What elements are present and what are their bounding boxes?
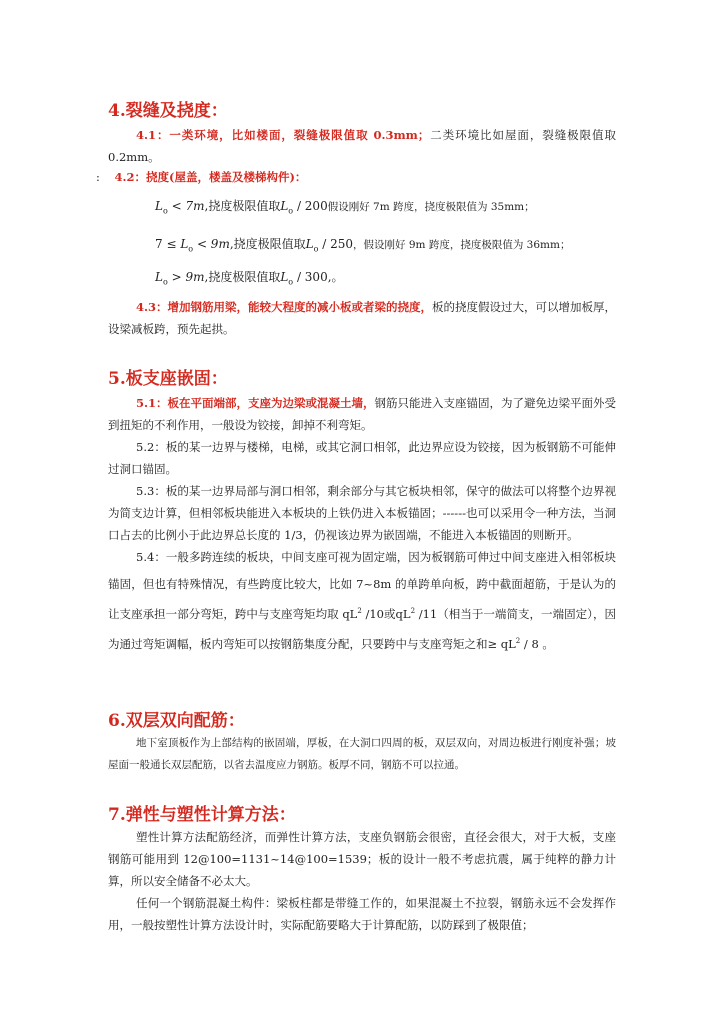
formula-2-value: / 250 — [318, 237, 354, 251]
formula-1-sub: o — [162, 206, 168, 216]
paragraph-4-1 — [108, 124, 616, 168]
paragraph-7-1: 塑性计算方法配筋经济，而弹性计算方法，支座负钢筋会很密，直径会很大，对于大板，支座钢筋可能用到 12@100=1131~14@100=1539；板的设计一般不考虑抗震，属于纯粹的静力计算，所以安全储备不必太大。 — [108, 830, 616, 888]
paragraph-5-1 — [108, 392, 616, 436]
paragraph-4-3-text: 板的挠度假设过大，可以增加板厚，设梁减板跨，预先起拱。 — [108, 300, 617, 336]
formula-1-cond: < 7m — [167, 199, 205, 213]
paragraph-5-4-part-c: /11（相当于一端简支，一端固定），因为通过弯矩调幅，板内弯矩可以按钢筋集度分配，只要跨中与支座弯矩之和≥ qL — [108, 606, 616, 651]
paragraph-4-1-text: 二类环境比如屋面，裂缝极限值取 0.2mm。 — [108, 128, 617, 164]
formula-3-var2: L — [280, 270, 289, 284]
formula-2-sub: o — [188, 244, 194, 254]
formula-1-sub2: o — [288, 206, 294, 216]
sup-2-a: 2 — [357, 607, 362, 615]
paragraph-5-4 — [108, 544, 616, 658]
formula-1-value: / 200 — [293, 199, 328, 213]
section-5-title: 5.板支座嵌固： — [108, 369, 228, 389]
paragraph-4-2-highlight: 4.2：挠度(屋盖，楼盖及楼梯构件)： — [114, 170, 307, 184]
formula-2-pre: 7 ≤ — [155, 237, 181, 251]
paragraph-7-2: 任何一个钢筋混凝土构件：梁板柱都是带缝工作的，如果混凝土不拉裂，钢筋永远不会发挥作用，一般按塑性计算方法设计时，实际配筋要略大于计算配筋，以防踩到了极限值； — [108, 896, 616, 932]
formula-2-var2: L — [305, 237, 314, 251]
section-7-title: 7.弹性与塑性计算方法： — [108, 805, 296, 825]
formula-3-var: L — [155, 270, 163, 284]
section-4-title: 4.裂缝及挠度： — [108, 101, 228, 121]
paragraph-5-4-part-d: / 8 。 — [520, 636, 554, 651]
paragraph-4-1-highlight: 4.1：一类环境，比如楼面，裂缝极限值取 0.3mm； — [136, 128, 430, 142]
paragraph-4-2-marker: : — [96, 170, 100, 184]
formula-3 — [155, 268, 344, 286]
formula-2-var: L — [180, 237, 189, 251]
formula-1-text: ,挠度极限值取 — [204, 199, 281, 213]
paragraph-5-4-part-a: 5.4：一般多跨连续的板块，中间支座可视为固定端，因为板钢筋可伸过中间支座进入相邻板块锚固，但也有特殊情况，有些跨度比较大，比如 7~8m 的单跨单向板，跨中截面超筋，于是认为的让支座承担一部分弯矩，跨中与支座弯矩均取 qL — [108, 550, 616, 621]
formula-2-text: ,挠度极限值取 — [229, 237, 306, 251]
formula-3-cond: > 9m — [167, 270, 205, 284]
formula-1-var2: L — [280, 199, 289, 213]
paragraph-4-2 — [96, 166, 604, 188]
formula-2 — [155, 234, 570, 256]
formula-3-end: ,。 — [327, 270, 344, 284]
paragraph-5-2: 5.2：板的某一边界与楼梯，电梯，或其它洞口相邻，此边界应设为铰接，因为板钢筋不可能伸过洞口锚固。 — [108, 440, 616, 476]
paragraph-5-3: 5.3：板的某一边界局部与洞口相邻，剩余部分与其它板块相邻，保守的做法可以将整个边界视为简支边计算，但相邻板块能进入本板块的上铁仍进入本板锚固；------也可以采用令一种方法，当洞口占去的比例小于此边界总长度的 1/3，仍视该边界为嵌固端，不能进入本板锚固的则断开。 — [108, 484, 616, 542]
formula-3-text: ,挠度极限值取 — [204, 270, 281, 284]
formula-2-sub2: o — [313, 244, 319, 254]
formula-3-value: / 300 — [293, 270, 328, 284]
sup-2-b: 2 — [410, 607, 416, 615]
formula-1-note: 假设刚好 7m 跨度，挠度极限值为 35mm； — [327, 201, 535, 213]
formula-2-note: ，假设刚好 9m 跨度，挠度极限值为 36mm； — [353, 239, 571, 251]
paragraph-4-3 — [108, 296, 616, 340]
paragraph-5-1-text: 钢筋只能进入支座锚固，为了避免边梁平面外受到扭矩的不利作用，一般设为铰接，卸掉不利弯矩。 — [108, 396, 617, 432]
paragraph-5-4-part-b: /10或qL — [361, 606, 411, 621]
paragraph-6-1: 地下室顶板作为上部结构的嵌固端，厚板，在大洞口四周的板，双层双向，对周边板进行刚度补强；坡屋面一般通长双层配筋，以省去温度应力钢筋。板厚不同，钢筋不可以拉通。 — [108, 737, 616, 771]
section-6-title: 6.双层双向配筋： — [108, 711, 245, 731]
formula-1 — [155, 196, 535, 218]
sup-2-c: 2 — [515, 636, 521, 645]
paragraph-5-1-highlight: 5.1：板在平面端部，支座为边梁或混凝土墙， — [136, 396, 375, 410]
formula-3-sub2: o — [288, 277, 294, 287]
paragraph-4-3-highlight: 4.3：增加钢筋用梁，能较大程度的减小板或者梁的挠度， — [136, 300, 433, 314]
formula-1-var: L — [155, 199, 163, 213]
formula-2-cond: < 9m — [193, 237, 230, 251]
formula-3-sub: o — [162, 277, 168, 287]
